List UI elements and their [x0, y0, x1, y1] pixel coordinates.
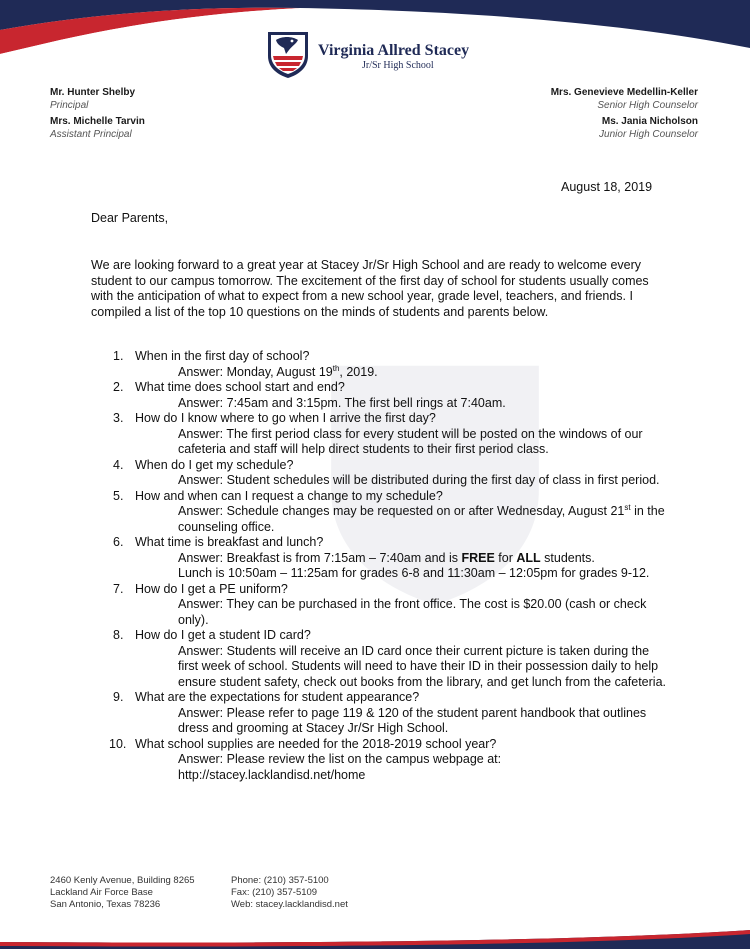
answer-text: Answer: Please review the list on the campus webpage at: [178, 752, 502, 766]
question: How do I get a PE uniform? [135, 581, 288, 596]
item-number: 2. [113, 380, 124, 394]
footer-banner [0, 930, 750, 949]
emphasis-all: ALL [516, 550, 541, 565]
ordinal-suffix: st [624, 502, 631, 512]
item-number: 10. [109, 736, 127, 751]
question: What time is breakfast and lunch? [135, 535, 324, 549]
eagle-crest-icon [262, 28, 314, 80]
list-item [91, 690, 666, 737]
question: What are the expectations for student appearance? [135, 690, 420, 704]
address-line: San Antonio, Texas 78236 [50, 899, 161, 910]
footer-contact [231, 875, 348, 911]
item-number: 4. [113, 457, 124, 472]
staff-name: Mrs. Genevieve Medellin-Keller [550, 87, 698, 98]
list-item [91, 628, 666, 690]
answer [135, 551, 666, 582]
answer: Answer: 7:45am and 3:15pm. The first bell rings at 7:40am. [178, 395, 506, 410]
item-number: 3. [113, 411, 124, 425]
answer-text: Lunch is 10:50am – 11:25am for grades 6-8 and 11:30am – 12:05pm for grades 9-12. [178, 566, 650, 580]
answer [135, 752, 666, 783]
answer-text: for [494, 550, 517, 565]
staff-name: Mrs. Michelle Tarvin [50, 116, 145, 127]
staff-name: Ms. Jania Nicholson [601, 116, 698, 127]
answer-text: in the counseling office. [178, 504, 665, 534]
answer: Answer: They can be purchased in the front office. The cost is $20.00 (cash or check only). [178, 597, 647, 627]
list-item [91, 489, 666, 536]
faq-list [91, 349, 666, 783]
staff-left [50, 86, 145, 141]
list-item [91, 737, 666, 784]
answer: Answer: Students will receive an ID card once their current picture is taken during the first week of school. Students will need to have their ID in their possession daily to help ensure student safety, check out books from the library, and get lunch from the cafeteria. [178, 643, 666, 689]
list-item [91, 349, 666, 380]
answer: Answer: Please refer to page 119 & 120 of the student parent handbook that outlines dress and grooming at Stacey Jr/Sr High School. [178, 705, 647, 735]
web-line: Web: stacey.lacklandisd.net [231, 899, 348, 910]
intro-paragraph: We are looking forward to a great year at Stacey Jr/Sr High School and are ready to welcome every student to our campus tomorrow. The excitement of the first day of school for students usually comes with the anticipation of what to expect from a new school year, grade level, teachers, and friends. I compiled a list of the top 10 questions on the minds of students and parents below. [91, 258, 649, 319]
answer-text: Answer: Monday, August 19 [178, 364, 333, 379]
campus-webpage-link[interactable]: http://stacey.lacklandisd.net/home [178, 767, 366, 782]
staff-role: Assistant Principal [50, 129, 132, 140]
staff-right [551, 86, 698, 141]
list-item [91, 535, 666, 582]
staff-name: Mr. Hunter Shelby [50, 87, 136, 98]
salutation: Dear Parents, [91, 211, 169, 225]
question: How do I know where to go when I arrive the first day? [135, 411, 436, 425]
question: When do I get my schedule? [135, 457, 294, 472]
address-line: 2460 Kenly Avenue, Building 8265 [50, 875, 195, 886]
item-number: 5. [113, 488, 124, 503]
answer: Answer: The first period class for every student will be posted on the windows of our cafeteria and staff will help direct students to their first period class. [178, 426, 643, 456]
fax-line: Fax: (210) 357-5109 [231, 887, 318, 898]
list-item [91, 582, 666, 629]
item-number: 6. [113, 535, 124, 549]
address-line: Lackland Air Force Base [50, 887, 153, 898]
staff-role: Senior High Counselor [597, 100, 698, 111]
staff-role: Junior High Counselor [599, 129, 698, 140]
answer-text: students. [540, 550, 595, 565]
item-number: 9. [113, 690, 124, 704]
letter-date: August 18, 2019 [561, 180, 653, 194]
question: What time does school start and end? [135, 380, 345, 394]
question: How do I get a student ID card? [135, 628, 311, 642]
item-number: 8. [113, 628, 124, 642]
answer-text: Answer: Schedule changes may be requested on or after Wednesday, August 21 [178, 504, 625, 518]
ordinal-suffix: th [332, 363, 340, 373]
answer [135, 504, 666, 535]
staff-role: Principal [50, 100, 89, 111]
list-item [91, 411, 666, 458]
question: How and when can I request a change to my schedule? [135, 488, 443, 503]
item-number: 7. [113, 581, 124, 596]
footer-address [50, 875, 195, 911]
school-name: Virginia Allred Stacey [318, 42, 470, 59]
list-item [91, 380, 666, 411]
answer [135, 365, 666, 381]
question: What school supplies are needed for the 2018-2019 school year? [135, 736, 497, 751]
answer-text: , 2019. [339, 364, 378, 379]
list-item [91, 458, 666, 489]
question: When in the first day of school? [135, 349, 310, 363]
item-number: 1. [113, 349, 124, 363]
answer: Answer: Student schedules will be distributed during the first day of class in first period. [178, 473, 660, 487]
school-logo [262, 28, 562, 80]
answer-text: Answer: Breakfast is from 7:15am – 7:40am and is [178, 550, 462, 565]
phone-line: Phone: (210) 357-5100 [231, 875, 329, 886]
emphasis-free: FREE [461, 550, 495, 565]
school-subtitle: Jr/Sr High School [362, 60, 434, 71]
